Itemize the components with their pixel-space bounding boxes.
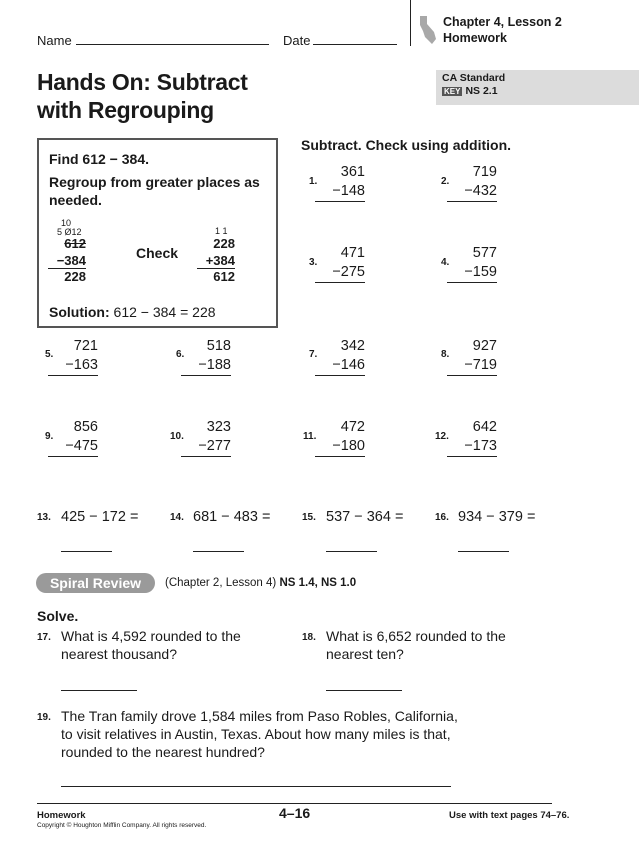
- answer-line[interactable]: [458, 551, 509, 552]
- problem-number: 4.: [441, 257, 450, 268]
- problem-bottom: −475: [48, 437, 98, 457]
- problem-text-line: nearest ten?: [326, 646, 404, 662]
- problem-number: 18.: [302, 632, 316, 643]
- page-title: [37, 68, 248, 124]
- footer-homework: Homework: [37, 810, 86, 821]
- problem-bottom: −719: [447, 356, 497, 376]
- answer-line[interactable]: [61, 786, 451, 787]
- spiral-standards: NS 1.4, NS 1.0: [279, 577, 357, 589]
- title-line-1: Hands On: Subtract: [37, 69, 248, 95]
- footer-rule: [37, 803, 552, 804]
- california-map-icon: [418, 15, 438, 45]
- solution-text: 612 − 384 = 228: [113, 304, 216, 320]
- problem-bottom: −173: [447, 437, 497, 457]
- problem-number: 17.: [37, 632, 51, 643]
- problem-number: 9.: [45, 431, 54, 442]
- check-top: 228: [213, 236, 235, 251]
- problem-bottom: −188: [181, 356, 231, 376]
- problem-number: 14.: [170, 512, 184, 523]
- problem-7: [315, 337, 365, 376]
- example-minuend: 612: [64, 236, 86, 251]
- problem-number: 10.: [170, 431, 184, 442]
- answer-line[interactable]: [326, 551, 377, 552]
- example-find: Find 612 − 384.: [49, 151, 149, 167]
- problem-3: [315, 244, 365, 283]
- header-divider: [410, 0, 411, 46]
- problem-number: 12.: [435, 431, 449, 442]
- problem-number: 3.: [309, 257, 318, 268]
- spiral-review-reference: [165, 577, 356, 589]
- example-difference: 228: [64, 269, 86, 284]
- problem-bottom: −180: [315, 437, 365, 457]
- problem-8: [447, 337, 497, 376]
- problem-number: 11.: [303, 431, 317, 442]
- spiral-review-badge: Spiral Review: [36, 573, 155, 593]
- name-field[interactable]: [76, 44, 269, 45]
- standard-code: NS 2.1: [465, 85, 498, 97]
- title-line-2: with Regrouping: [37, 97, 214, 123]
- homework-label: Homework: [443, 31, 507, 45]
- check-label: Check: [136, 245, 179, 261]
- problem-11: [315, 418, 365, 457]
- problem-bottom: −163: [48, 356, 98, 376]
- problem-number: 7.: [309, 349, 318, 360]
- problem-18: [326, 627, 506, 663]
- problem-top: 927: [472, 338, 497, 354]
- problem-top: 518: [206, 338, 231, 354]
- regroup-mid: 5 Ø12: [57, 227, 82, 237]
- problem-bottom: −159: [447, 263, 497, 283]
- problem-10: [181, 418, 231, 457]
- problem-number: 5.: [45, 349, 54, 360]
- problem-top: 721: [73, 338, 98, 354]
- problem-number: 16.: [435, 512, 449, 523]
- problem-text-line: What is 4,592 rounded to the: [61, 628, 241, 644]
- page-number: 4–16: [279, 805, 311, 821]
- problem-16: 934 − 379 =: [458, 509, 536, 525]
- problem-text-line: What is 6,652 rounded to the: [326, 628, 506, 644]
- problem-text-line: The Tran family drove 1,584 miles from Paso Robles, California,: [61, 708, 458, 724]
- check-carry: 1 1: [215, 226, 228, 236]
- problem-bottom: −275: [315, 263, 365, 283]
- problem-top: 323: [206, 419, 231, 435]
- directions: Subtract. Check using addition.: [301, 137, 512, 153]
- footer-text-pages: Use with text pages 74–76.: [449, 810, 570, 821]
- problem-text-line: nearest thousand?: [61, 646, 177, 662]
- answer-line[interactable]: [193, 551, 244, 552]
- solve-label: Solve.: [37, 608, 79, 624]
- problem-top: 361: [340, 164, 365, 180]
- copyright: Copyright © Houghton Mifflin Company. All rights reserved.: [37, 822, 207, 829]
- example-box: [37, 138, 278, 328]
- problem-top: 577: [472, 245, 497, 261]
- date-field[interactable]: [313, 44, 397, 45]
- problem-top: 471: [340, 245, 365, 261]
- problem-text-line: to visit relatives in Austin, Texas. About how many miles is that,: [61, 726, 451, 742]
- answer-line[interactable]: [61, 690, 137, 691]
- key-icon: KEY: [444, 86, 461, 96]
- problem-13: 425 − 172 =: [61, 509, 139, 525]
- standard-box: [436, 70, 639, 105]
- problem-top: 856: [73, 419, 98, 435]
- problem-5: [48, 337, 98, 376]
- chapter-lesson: Chapter 4, Lesson 2: [443, 15, 562, 29]
- example-subtrahend: −384: [48, 253, 86, 269]
- problem-top: 642: [472, 419, 497, 435]
- spiral-chapter-ref: (Chapter 2, Lesson 4): [165, 577, 277, 589]
- problem-number: 6.: [176, 349, 185, 360]
- problem-number: 1.: [309, 176, 318, 187]
- problem-4: [447, 244, 497, 283]
- example-solution: [49, 303, 216, 321]
- problem-14: 681 − 483 =: [193, 509, 271, 525]
- problem-bottom: −432: [447, 182, 497, 202]
- name-label: Name: [37, 33, 72, 48]
- problem-number: 15.: [302, 512, 316, 523]
- problem-15: 537 − 364 =: [326, 509, 404, 525]
- standard-label: CA Standard: [442, 72, 506, 84]
- problem-number: 13.: [37, 512, 51, 523]
- date-label: Date: [283, 33, 311, 48]
- problem-19: [61, 707, 458, 761]
- regroup-top: 10: [61, 218, 72, 228]
- problem-12: [447, 418, 497, 457]
- problem-2: [447, 163, 497, 202]
- check-sum: 612: [213, 269, 235, 284]
- example-instruction: Regroup from greater places as needed.: [49, 174, 260, 208]
- solution-label: Solution:: [49, 304, 110, 320]
- problem-top: 342: [340, 338, 365, 354]
- problem-bottom: −148: [315, 182, 365, 202]
- problem-top: 719: [472, 164, 497, 180]
- problem-number: 8.: [441, 349, 450, 360]
- problem-6: [181, 337, 231, 376]
- answer-line[interactable]: [61, 551, 112, 552]
- problem-number: 2.: [441, 176, 450, 187]
- problem-1: [315, 163, 365, 202]
- problem-text-line: rounded to the nearest hundred?: [61, 744, 265, 760]
- check-addend: +384: [197, 253, 235, 269]
- problem-top: 472: [340, 419, 365, 435]
- problem-17: [61, 627, 241, 663]
- problem-bottom: −277: [181, 437, 231, 457]
- problem-bottom: −146: [315, 356, 365, 376]
- answer-line[interactable]: [326, 690, 402, 691]
- problem-number: 19.: [37, 712, 51, 723]
- problem-9: [48, 418, 98, 457]
